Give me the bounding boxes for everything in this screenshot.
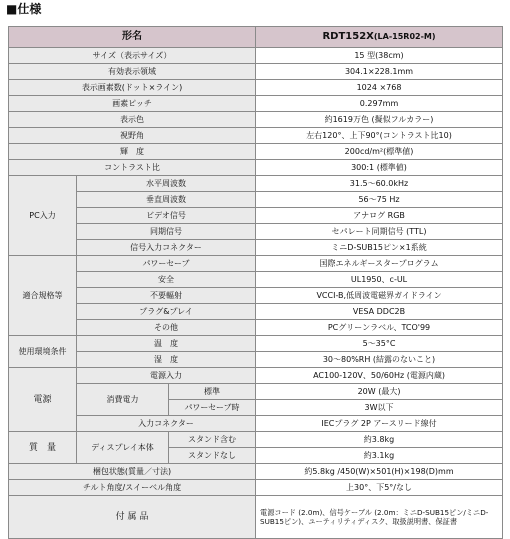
table-row — [9, 288, 503, 304]
contrast-label: コントラスト比 — [9, 160, 256, 176]
environment-item-value: 30〜80%RH (結露のないこと) — [256, 352, 503, 368]
standard-item-value: VCCI-B,低周波電磁界ガイドライン — [256, 288, 503, 304]
table-row — [9, 416, 503, 432]
power-input-value: AC100-120V、50/60Hz (電源内蔵) — [256, 368, 503, 384]
standard-item-value: VESA DDC2B — [256, 304, 503, 320]
table-row — [9, 176, 503, 192]
standards-label: 適合規格等 — [9, 256, 77, 336]
environment-item-label: 湿 度 — [77, 352, 256, 368]
table-row — [9, 48, 503, 64]
pixels-label: 表示画素数(ドット×ライン) — [9, 80, 256, 96]
size-value: 15 型(38cm) — [256, 48, 503, 64]
table-row — [9, 192, 503, 208]
model-value — [256, 27, 503, 48]
accessories-value: 電源コード (2.0m)、信号ケーブル (2.0m：ミニD-SUB15ピン/ミニD-SUB15ピン)、ユーティリティディスク、取扱説明書、保証書 — [256, 496, 503, 539]
mass-with-stand-label: スタンド含む — [169, 432, 256, 448]
pc-item-label: 水平周波数 — [77, 176, 256, 192]
standard-item-label: パワーセーブ — [77, 256, 256, 272]
power-label: 電源 — [9, 368, 77, 432]
table-row — [9, 464, 503, 480]
tilt-label: チルト角度/スイーベル角度 — [9, 480, 256, 496]
pc-item-label: 垂直周波数 — [77, 192, 256, 208]
area-value: 304.1×228.1mm — [256, 64, 503, 80]
mass-display-label: ディスプレイ本体 — [77, 432, 169, 464]
standard-item-label: 安全 — [77, 272, 256, 288]
pixels-value: 1024 ×768 — [256, 80, 503, 96]
angle-value: 左右120°、上下90°(コントラスト比10) — [256, 128, 503, 144]
area-label: 有効表示領域 — [9, 64, 256, 80]
packing-label: 梱包状態(質量／寸法) — [9, 464, 256, 480]
consumption-standard-label: 標準 — [169, 384, 256, 400]
table-row — [9, 112, 503, 128]
table-row — [9, 224, 503, 240]
model-sub: (LA-15R02-M) — [373, 32, 436, 41]
model-name: RDT152X — [322, 31, 374, 42]
table-row — [9, 480, 503, 496]
header-row — [9, 27, 503, 48]
page-title: ■仕様 — [6, 2, 42, 16]
consumption-label: 消費電力 — [77, 384, 169, 416]
brightness-value: 200cd/m²(標準値) — [256, 144, 503, 160]
table-row — [9, 336, 503, 352]
pitch-label: 画素ピッチ — [9, 96, 256, 112]
table-row — [9, 96, 503, 112]
consumption-powersave-value: 3W以下 — [256, 400, 503, 416]
pc-item-label: 同期信号 — [77, 224, 256, 240]
mass-with-stand-value: 約3.8kg — [256, 432, 503, 448]
mass-no-stand-value: 約3.1kg — [256, 448, 503, 464]
mass-no-stand-label: スタンドなし — [169, 448, 256, 464]
packing-value: 約5.8kg /450(W)×501(H)×198(D)mm — [256, 464, 503, 480]
environment-label: 使用環境条件 — [9, 336, 77, 368]
table-row — [9, 368, 503, 384]
connector-label: 入力コネクター — [77, 416, 256, 432]
consumption-powersave-label: パワーセーブ時 — [169, 400, 256, 416]
standard-item-label: その他 — [77, 320, 256, 336]
table-row — [9, 384, 503, 400]
mass-label: 質 量 — [9, 432, 77, 464]
tilt-value: 上30°、下5°/なし — [256, 480, 503, 496]
table-row — [9, 320, 503, 336]
table-row — [9, 64, 503, 80]
pc-item-label: 信号入力コネクター — [77, 240, 256, 256]
environment-item-value: 5〜35°C — [256, 336, 503, 352]
pc-item-value: ミニD-SUB15ピン×1系統 — [256, 240, 503, 256]
table-row — [9, 496, 503, 539]
accessories-label: 付 属 品 — [9, 496, 256, 539]
table-row — [9, 240, 503, 256]
connector-value: IECプラグ 2P アースリード線付 — [256, 416, 503, 432]
environment-item-label: 温 度 — [77, 336, 256, 352]
standard-item-value: 国際エネルギースタープログラム — [256, 256, 503, 272]
standard-item-label: プラグ&プレイ — [77, 304, 256, 320]
standard-item-value: PCグリーンラベル、TCO'99 — [256, 320, 503, 336]
standard-item-value: UL1950、c-UL — [256, 272, 503, 288]
model-label: 形名 — [9, 27, 256, 48]
pc-item-label: ビデオ信号 — [77, 208, 256, 224]
power-input-label: 電源入力 — [77, 368, 256, 384]
table-row — [9, 432, 503, 448]
table-row — [9, 160, 503, 176]
pc-item-value: 31.5〜60.0kHz — [256, 176, 503, 192]
pc-item-value: アナログ RGB — [256, 208, 503, 224]
table-row — [9, 352, 503, 368]
table-row — [9, 272, 503, 288]
brightness-label: 輝 度 — [9, 144, 256, 160]
table-row — [9, 256, 503, 272]
standard-item-label: 不要輻射 — [77, 288, 256, 304]
pc-item-value: セパレート同期信号 (TTL) — [256, 224, 503, 240]
colors-label: 表示色 — [9, 112, 256, 128]
spec-table — [8, 26, 503, 539]
contrast-value: 300:1 (標準値) — [256, 160, 503, 176]
table-row — [9, 144, 503, 160]
pc-item-value: 56〜75 Hz — [256, 192, 503, 208]
table-row — [9, 208, 503, 224]
table-row — [9, 304, 503, 320]
colors-value: 約1619万色 (擬似フルカラー) — [256, 112, 503, 128]
table-row — [9, 128, 503, 144]
table-row — [9, 80, 503, 96]
consumption-standard-value: 20W (最大) — [256, 384, 503, 400]
pc-input-label: PC入力 — [9, 176, 77, 256]
angle-label: 視野角 — [9, 128, 256, 144]
size-label: サイズ（表示サイズ） — [9, 48, 256, 64]
pitch-value: 0.297mm — [256, 96, 503, 112]
